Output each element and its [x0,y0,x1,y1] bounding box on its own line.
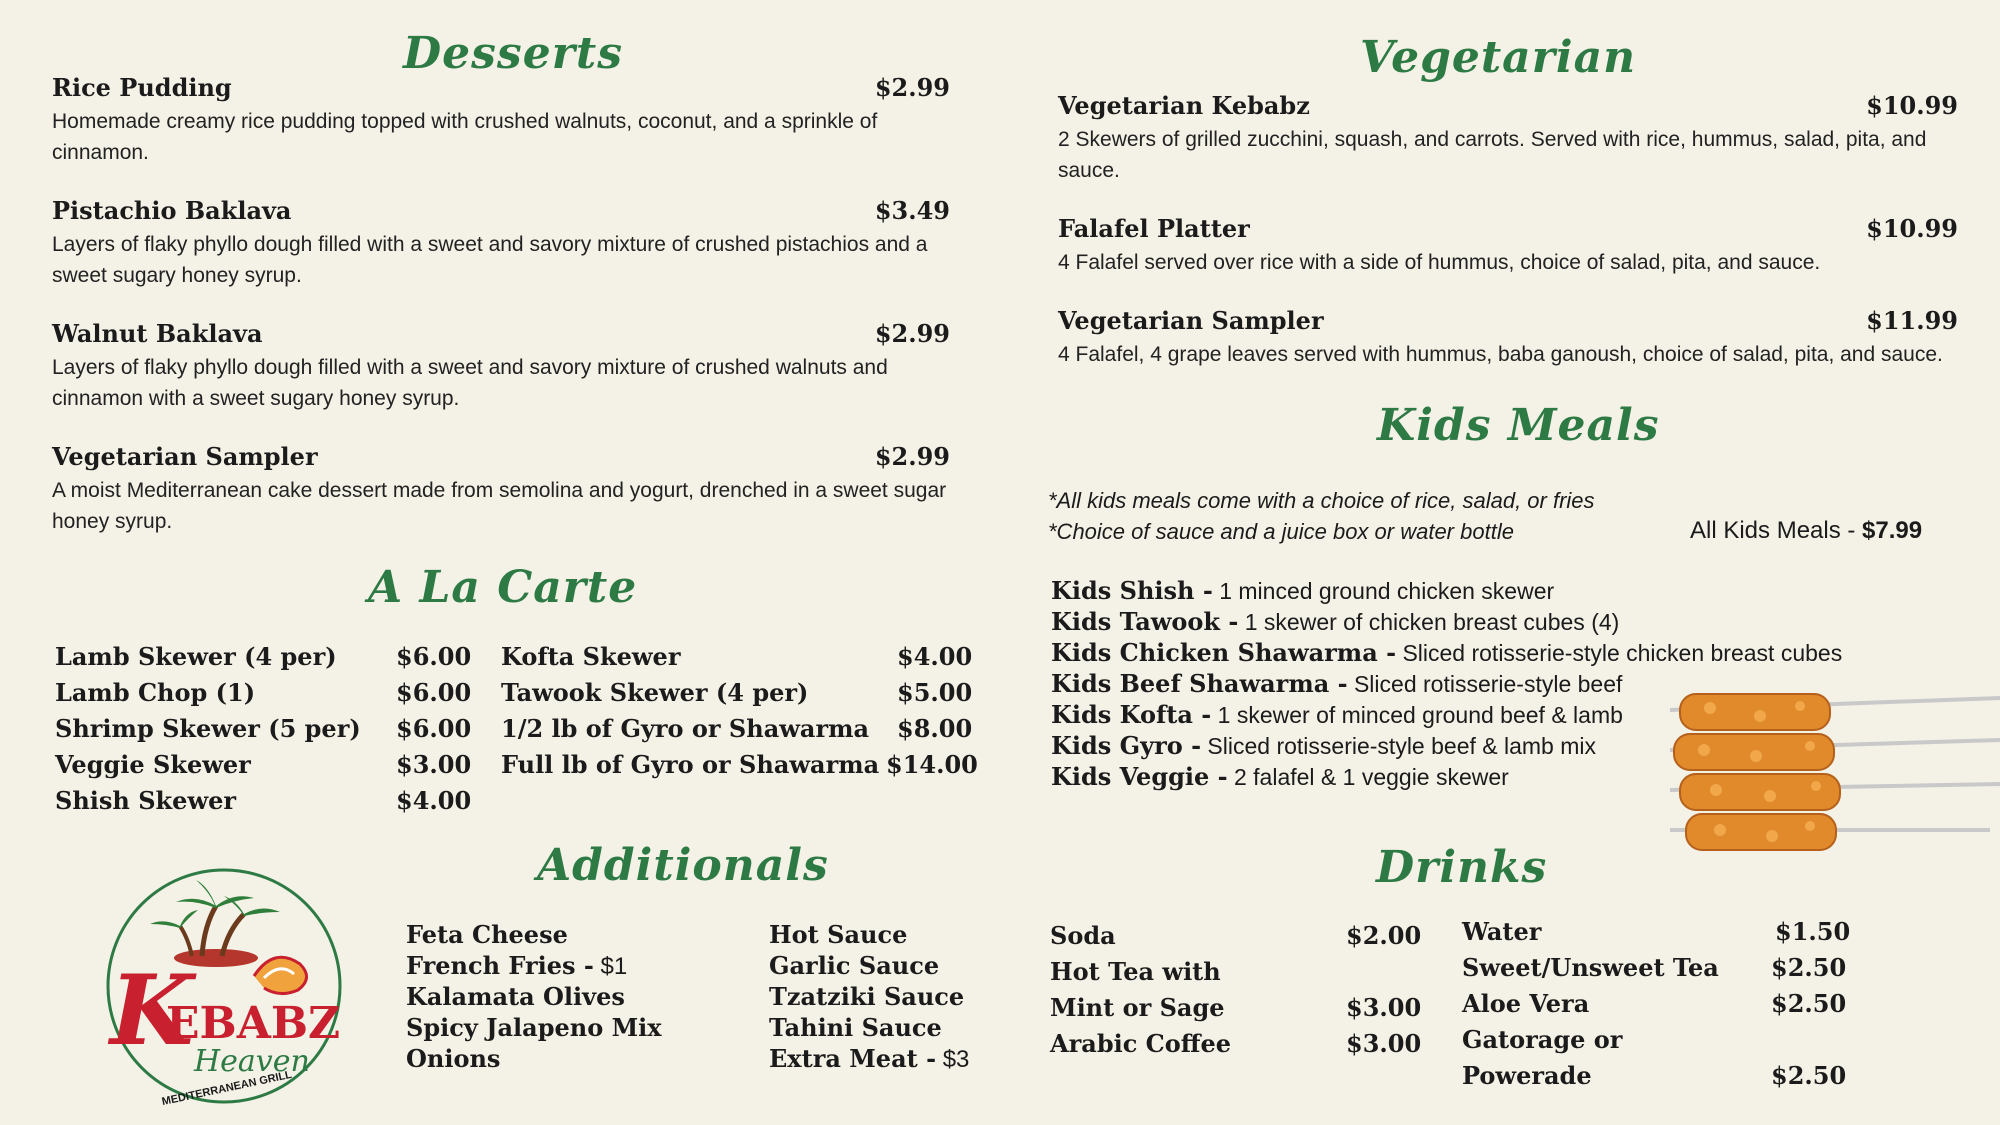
vegetarian-name: Falafel Platter [1058,214,1250,243]
drink-name: Hot Tea with [1050,957,1221,986]
desserts-heading: Desserts [403,28,623,79]
additional-item: Onions [406,1044,501,1073]
dessert-description: Layers of flaky phyllo dough filled with a sweet and savory mixture of crushed walnuts and cinnamon with a sweet sugary honey syrup. [52,356,888,410]
alacarte-item-name: Veggie Skewer [55,750,251,779]
drink-price: $2.50 [1771,1061,1847,1090]
drink-price: $3.00 [1346,1029,1422,1058]
dessert-item [52,442,952,537]
kids-item: Kids Gyro - Sliced rotisserie-style beef & lamb mix [1051,731,1597,760]
kids-item: Kids Beef Shawarma - Sliced rotisserie-style beef [1051,669,1623,698]
dessert-name: Vegetarian Sampler [52,442,318,471]
skewers-icon [1660,680,2000,880]
dessert-price: $2.99 [874,73,950,102]
dessert-price: $2.99 [874,442,950,471]
drinks-heading: Drinks [1376,842,1548,893]
dessert-name: Rice Pudding [52,73,232,102]
drink-name: Sweet/Unsweet Tea [1462,953,1719,982]
additional-item: Kalamata Olives [406,982,625,1011]
alacarte-item-price: $6.00 [396,642,472,671]
kids-note: *All kids meals come with a choice of rice, salad, or fries [1048,488,1595,513]
alacarte-item-name: 1/2 lb of Gyro or Shawarma [501,714,870,743]
alacarte-item-price: $4.00 [897,642,973,671]
drink-name: Aloe Vera [1462,989,1590,1018]
alacarte-item-name: Lamb Chop (1) [55,678,256,707]
drink-name: Gatorage or [1462,1025,1623,1054]
drink-name: Arabic Coffee [1050,1029,1232,1058]
svg-text:Heaven: Heaven [194,1044,310,1079]
dessert-name: Walnut Baklava [52,319,263,348]
additional-item: Feta Cheese [406,920,568,949]
vegetarian-description: 2 Skewers of grilled zucchini, squash, and carrots. Served with rice, hummus, salad, pita, and sauce. [1058,128,1927,182]
dessert-price: $3.49 [874,196,950,225]
dessert-description: Homemade creamy rice pudding topped with crushed walnuts, coconut, and a sprinkle of cinnamon. [52,110,878,164]
drink-price: $1.50 [1775,917,1851,946]
kids-meals-heading: Kids Meals [1377,400,1660,451]
alacarte-item-price: $6.00 [396,678,472,707]
drink-name: Mint or Sage [1050,993,1225,1022]
dessert-name: Pistachio Baklava [52,196,292,225]
kebabz-heaven-logo [104,866,344,1106]
additional-item: Tzatziki Sauce [769,982,965,1011]
dessert-item [52,73,952,168]
additional-item: French Fries - $1 [406,951,628,980]
vegetarian-item [1058,306,1958,370]
svg-text:MEDITERRANEAN GRILL: MEDITERRANEAN GRILL [160,1068,293,1106]
alacarte-item-name: Full lb of Gyro or Shawarma [501,750,880,779]
alacarte-item-price: $8.00 [897,714,973,743]
drink-price: $2.50 [1771,989,1847,1018]
alacarte-item-price: $5.00 [897,678,973,707]
kids-item: Kids Shish - 1 minced ground chicken skewer [1051,576,1555,605]
vegetarian-heading: Vegetarian [1360,32,1637,83]
additionals-heading: Additionals [537,840,829,891]
logo-emblem-icon [104,866,344,1106]
kids-all-price: All Kids Meals - $7.99 [1690,517,1923,544]
kids-item: Kids Kofta - 1 skewer of minced ground beef & lamb [1051,700,1623,729]
dessert-item [52,196,952,291]
kids-item: Kids Tawook - 1 skewer of chicken breast cubes (4) [1051,607,1620,636]
kids-item: Kids Veggie - 2 falafel & 1 veggie skewer [1051,762,1509,791]
additional-item: Garlic Sauce [769,951,940,980]
drink-name: Water [1462,917,1542,946]
alacarte-item-name: Tawook Skewer (4 per) [501,678,809,707]
dessert-item [52,319,952,414]
drink-price: $2.50 [1771,953,1847,982]
kids-item: Kids Chicken Shawarma - Sliced rotisserie-style chicken breast cubes [1051,638,1843,667]
vegetarian-description: 4 Falafel, 4 grape leaves served with hummus, baba ganoush, choice of salad, pita, and sauce. [1058,343,1943,366]
drink-name: Powerade [1462,1061,1592,1090]
alacarte-item-name: Shrimp Skewer (5 per) [55,714,361,743]
a-la-carte-heading: A La Carte [368,562,638,613]
dessert-description: A moist Mediterranean cake dessert made from semolina and yogurt, drenched in a sweet sugar honey syrup. [52,479,947,533]
vegetarian-name: Vegetarian Sampler [1058,306,1324,335]
dessert-description: Layers of flaky phyllo dough filled with a sweet and savory mixture of crushed pistachios and a sweet sugary honey syrup. [52,233,928,287]
vegetarian-name: Vegetarian Kebabz [1058,91,1310,120]
vegetarian-price: $10.99 [1866,91,1958,120]
dessert-price: $2.99 [874,319,950,348]
chicken-skewers-image [1660,680,2000,880]
additional-item: Spicy Jalapeno Mix [406,1013,662,1042]
alacarte-item-price: $4.00 [396,786,472,815]
additional-item: Hot Sauce [769,920,908,949]
vegetarian-item [1058,91,1958,186]
vegetarian-price: $10.99 [1866,214,1958,243]
drink-price: $2.00 [1346,921,1422,950]
kids-note: *Choice of sauce and a juice box or water bottle [1048,519,1514,544]
vegetarian-description: 4 Falafel served over rice with a side of hummus, choice of salad, pita, and sauce. [1058,251,1821,274]
additional-item: Tahini Sauce [769,1013,942,1042]
alacarte-item-price: $14.00 [886,750,978,779]
alacarte-item-name: Kofta Skewer [501,642,681,671]
drink-name: Soda [1050,921,1116,950]
vegetarian-price: $11.99 [1866,306,1958,335]
alacarte-item-name: Shish Skewer [55,786,237,815]
svg-text:K: K [110,954,194,1067]
vegetarian-item [1058,214,1958,278]
alacarte-item-name: Lamb Skewer (4 per) [55,642,337,671]
alacarte-item-price: $3.00 [396,750,472,779]
drink-price: $3.00 [1346,993,1422,1022]
additional-item: Extra Meat - $3 [769,1044,970,1073]
svg-text:EBABZ: EBABZ [166,998,341,1049]
alacarte-item-price: $6.00 [396,714,472,743]
